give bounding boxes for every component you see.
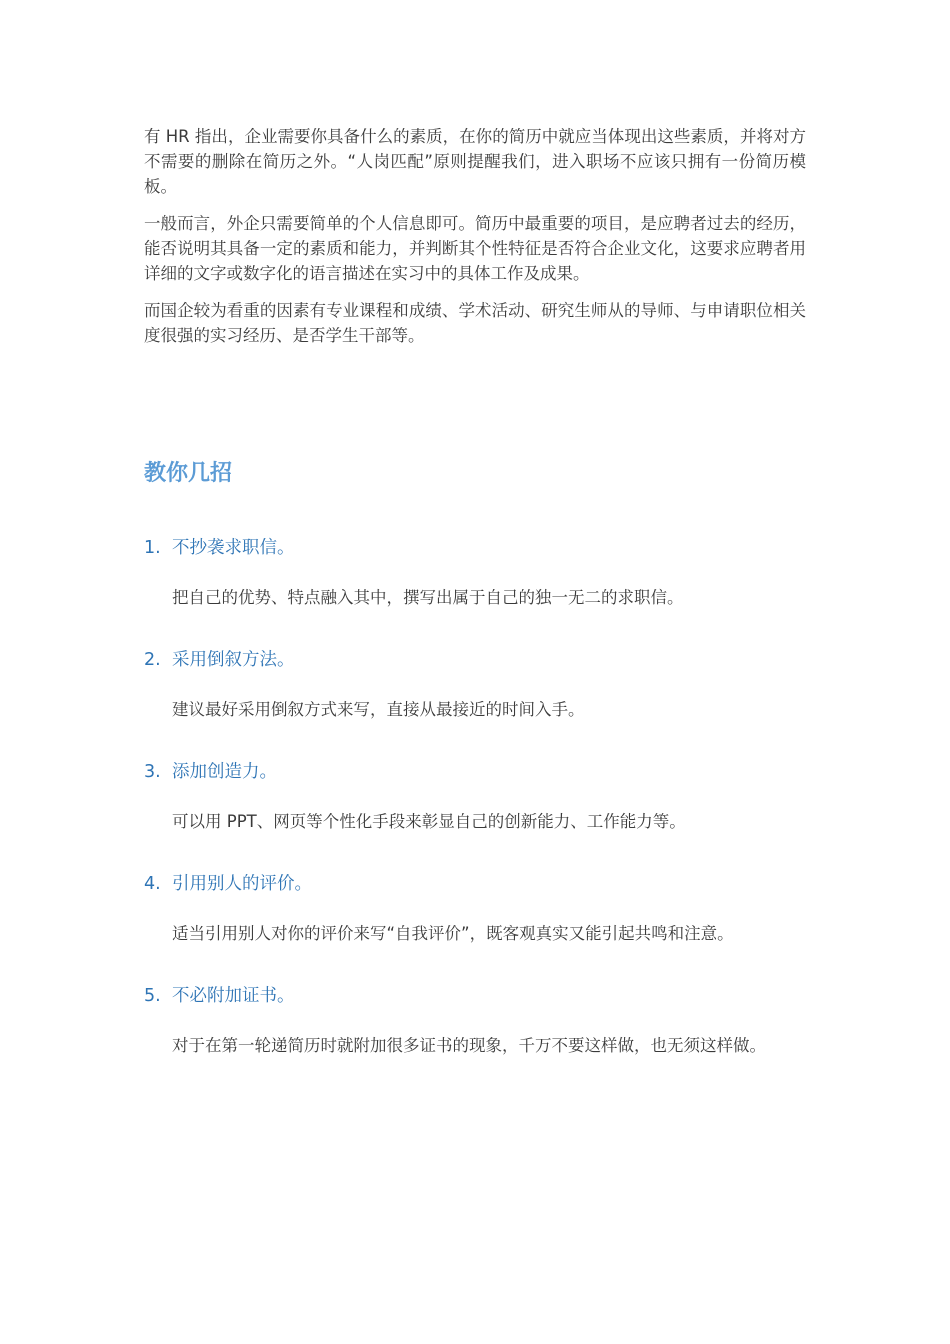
tip-number: 2. <box>144 650 161 670</box>
tip-heading-text: 引用别人的评价。 <box>172 874 312 894</box>
intro-section <box>144 124 806 360</box>
tip-item <box>144 759 824 835</box>
tip-body: 适当引用别人对你的评价来写“自我评价”，既客观真实又能引起共鸣和注意。 <box>172 924 734 943</box>
tip-body: 可以用 PPT、网页等个性化手段来彰显自己的创新能力、工作能力等。 <box>172 812 686 831</box>
tip-body: 建议最好采用倒叙方式来写，直接从最接近的时间入手。 <box>172 700 585 719</box>
tip-body: 对于在第一轮递简历时就附加很多证书的现象，千万不要这样做，也无须这样做。 <box>172 1036 766 1055</box>
tip-heading-text: 不必附加证书。 <box>172 986 295 1006</box>
tip-heading <box>144 759 824 785</box>
intro-paragraph: 而国企较为看重的因素有专业课程和成绩、学术活动、研究生师从的导师、与申请职位相关度很强的实习经历、是否学生干部等。 <box>144 301 806 345</box>
tip-number: 3. <box>144 762 161 782</box>
tip-body: 把自己的优势、特点融入其中，撰写出属于自己的独一无二的求职信。 <box>172 588 684 607</box>
tip-heading <box>144 535 824 561</box>
tip-heading-text: 添加创造力。 <box>172 762 277 782</box>
tip-heading <box>144 983 824 1009</box>
intro-paragraph: 有 HR 指出，企业需要你具备什么的素质，在你的简历中就应当体现出这些素质，并将对方不需要的删除在简历之外。“人岗匹配”原则提醒我们，进入职场不应该只拥有一份简历模板。 <box>144 127 806 196</box>
tip-number: 1. <box>144 538 161 558</box>
tip-item <box>144 983 824 1059</box>
tip-number: 4. <box>144 874 161 894</box>
section-title: 教你几招 <box>144 461 233 486</box>
tip-heading <box>144 871 824 897</box>
tip-heading <box>144 647 824 673</box>
tip-heading-text: 采用倒叙方法。 <box>172 650 295 670</box>
tip-item <box>144 535 824 611</box>
tip-item <box>144 647 824 723</box>
intro-paragraph: 一般而言，外企只需要简单的个人信息即可。简历中最重要的项目，是应聘者过去的经历，能否说明其具备一定的素质和能力，并判断其个性特征是否符合企业文化，这要求应聘者用详细的文字或数字化的语言描述在实习中的具体工作及成果。 <box>144 214 806 283</box>
tip-item <box>144 871 824 947</box>
tip-heading-text: 不抄袭求职信。 <box>172 538 295 558</box>
tip-number: 5. <box>144 986 161 1006</box>
